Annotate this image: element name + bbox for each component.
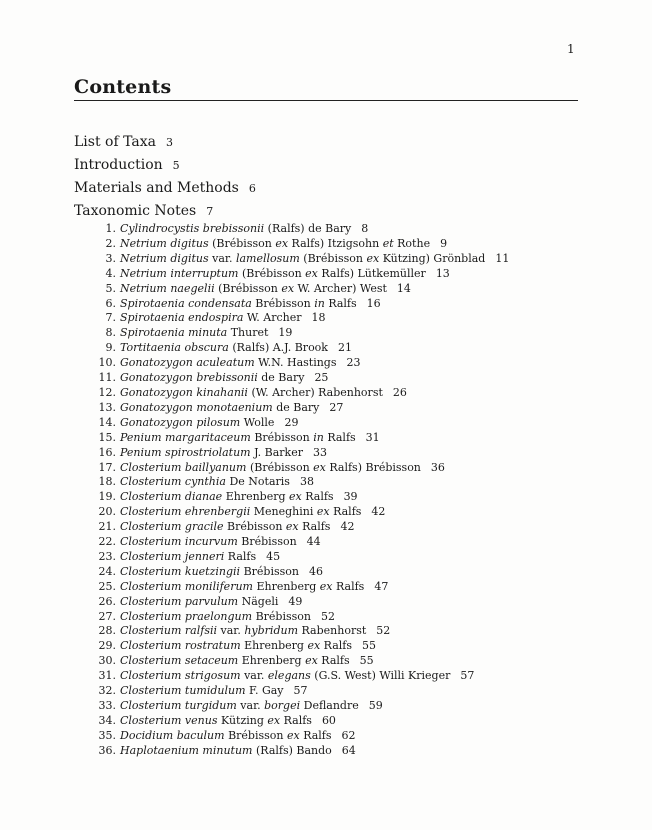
taxon-name xyxy=(120,356,336,371)
taxon-number: 12. xyxy=(98,385,116,399)
taxon-entry[interactable] xyxy=(96,714,509,729)
taxon-name-text: Rothe xyxy=(393,236,431,250)
taxon-number: 29. xyxy=(98,639,116,653)
taxon-entry[interactable] xyxy=(96,311,509,326)
taxon-name-text: de Bary xyxy=(257,371,305,385)
taxon-name xyxy=(120,729,332,744)
taxon-number: 2. xyxy=(105,236,116,250)
taxon-name-italic: Netrium digitus xyxy=(120,251,209,265)
taxon-entry[interactable] xyxy=(96,550,509,565)
taxon-name xyxy=(120,639,352,654)
taxon-number: 33. xyxy=(98,699,116,712)
taxon-name-italic: ex xyxy=(286,728,300,742)
taxon-name-italic: Closterium baillyanum xyxy=(120,460,247,474)
taxon-name-italic: Closterium jenneri xyxy=(120,549,225,563)
taxon-number: 6. xyxy=(105,296,116,310)
taxon-name-text: Ralfs xyxy=(299,728,332,742)
taxon-name xyxy=(120,326,268,341)
taxon-name-italic: ex xyxy=(316,505,330,519)
taxon-name-text: Ralfs xyxy=(329,505,362,519)
taxon-name-italic: ex xyxy=(307,639,321,653)
taxon-number: 14. xyxy=(98,415,116,429)
taxon-name-italic: Docidium baculum xyxy=(120,728,225,742)
taxon-entry[interactable] xyxy=(96,744,509,759)
taxon-entry[interactable] xyxy=(96,595,509,610)
taxon-number: 31. xyxy=(98,669,116,683)
taxon-page: 47 xyxy=(374,579,389,593)
taxon-name-text: Brébisson xyxy=(223,520,286,534)
taxon-name-text: Ehrenberg xyxy=(222,490,290,504)
taxon-page: 55 xyxy=(361,639,376,653)
taxon-name xyxy=(120,282,387,297)
taxon-name-italic: Closterium praelongum xyxy=(120,609,253,623)
taxon-name-text: W. Archer xyxy=(243,311,302,325)
taxon-name-italic: Closterium turgidum xyxy=(120,699,237,712)
taxon-name-text: Ehrenberg xyxy=(252,579,320,593)
taxon-name-text: Wolle xyxy=(240,415,275,429)
taxon-page: 13 xyxy=(435,266,450,280)
toc-entry[interactable] xyxy=(74,200,256,223)
taxon-name-text: Ralfs xyxy=(280,713,312,727)
taxon-number: 20. xyxy=(98,505,116,519)
taxon-entry[interactable] xyxy=(96,535,509,550)
taxon-name-italic: ex xyxy=(305,266,318,280)
taxon-name-text: (Brébisson xyxy=(246,460,314,474)
taxon-name xyxy=(120,654,350,669)
taxon-page: 11 xyxy=(495,251,510,265)
taxon-name-italic: Gonatozygon monotaenium xyxy=(120,400,273,414)
taxon-number: 26. xyxy=(98,594,116,608)
taxon-name-text: De Notaris xyxy=(225,475,290,489)
taxon-name xyxy=(120,684,284,699)
taxon-name-italic: Spirotaenia condensata xyxy=(120,296,252,310)
taxon-name-italic: Gonatozygon aculeatum xyxy=(120,356,255,370)
taxon-entry[interactable] xyxy=(96,624,509,639)
taxon-name xyxy=(120,490,334,505)
taxon-name-text: var. xyxy=(208,251,236,265)
taxon-name-italic: hybridum xyxy=(244,624,299,638)
taxon-name-text: (Ralfs) A.J. Brook xyxy=(228,341,328,355)
taxon-name xyxy=(120,714,312,729)
taxon-page: 46 xyxy=(308,564,323,578)
taxon-name xyxy=(120,580,364,595)
toc-entry-label: Materials and Methods xyxy=(74,180,239,196)
toc-entry[interactable] xyxy=(74,131,256,154)
taxon-name-italic: ex xyxy=(289,490,302,504)
taxon-name-text: (Brébisson xyxy=(214,281,282,295)
taxon-name-italic: Netrium interruptum xyxy=(120,266,239,280)
taxon-entry[interactable] xyxy=(96,490,509,505)
toc-entry-page: 6 xyxy=(248,182,256,195)
taxon-name-text: Ralfs xyxy=(224,549,257,563)
taxon-page: 33 xyxy=(312,445,327,459)
taxon-name-text: Ralfs) Lütkemüller xyxy=(317,266,426,280)
taxon-name-text: Ralfs xyxy=(320,639,352,653)
taxon-page: 18 xyxy=(311,311,326,325)
taxon-page: 42 xyxy=(340,520,355,534)
taxon-name-italic: in xyxy=(314,296,325,310)
taxon-number: 15. xyxy=(98,430,116,444)
taxa-list xyxy=(96,222,509,759)
taxon-name xyxy=(120,505,361,520)
taxon-name-italic: Closterium strigosum xyxy=(120,669,241,683)
taxon-name-text: var. xyxy=(236,699,265,712)
taxon-name-italic: Cylindrocystis brebissonii xyxy=(120,222,265,235)
taxon-name-text: (G.S. West) Willi Krieger xyxy=(310,669,451,683)
taxon-name xyxy=(120,237,430,252)
taxon-entry[interactable] xyxy=(96,610,509,625)
taxon-name xyxy=(120,222,351,237)
taxon-number: 11. xyxy=(98,371,116,385)
taxon-name xyxy=(120,475,290,490)
taxon-entry[interactable] xyxy=(96,356,509,371)
taxon-entry[interactable] xyxy=(96,669,509,684)
taxon-entry[interactable] xyxy=(96,684,509,699)
taxon-name-italic: Closterium setaceum xyxy=(120,654,239,668)
taxon-page: 62 xyxy=(341,728,356,742)
taxon-name xyxy=(120,550,256,565)
taxon-name xyxy=(120,669,450,684)
taxon-page: 55 xyxy=(359,654,374,668)
taxon-number: 4. xyxy=(105,266,116,280)
taxon-name-italic: Penium margaritaceum xyxy=(120,430,251,444)
taxon-name-italic: Closterium dianae xyxy=(120,490,223,504)
taxon-entry[interactable] xyxy=(96,505,509,520)
taxon-entry[interactable] xyxy=(96,565,509,580)
taxon-entry[interactable] xyxy=(96,297,509,312)
taxon-name-italic: Netrium naegelii xyxy=(120,281,215,295)
taxon-number: 10. xyxy=(98,356,116,370)
taxon-number: 17. xyxy=(98,460,116,474)
taxon-entry[interactable] xyxy=(96,654,509,669)
taxon-name-text: (Ralfs) Bando xyxy=(252,743,332,757)
taxon-name xyxy=(120,297,357,312)
taxon-name xyxy=(120,431,356,446)
taxon-name-text: Ehrenberg xyxy=(240,639,308,653)
taxon-page: 42 xyxy=(371,505,386,519)
taxon-page: 29 xyxy=(284,415,299,429)
taxon-name-italic: Gonatozygon brebissonii xyxy=(120,371,258,385)
toc-entry-label: Taxonomic Notes xyxy=(74,203,197,219)
taxon-name-text: (Brébisson xyxy=(238,266,306,280)
taxon-number: 18. xyxy=(98,475,116,489)
taxon-number: 34. xyxy=(98,713,116,727)
taxon-page: 60 xyxy=(321,713,336,727)
taxon-name-text: (Brébisson xyxy=(299,251,367,265)
taxon-entry[interactable] xyxy=(96,475,509,490)
taxon-name-text: var. xyxy=(240,669,268,683)
taxon-name-text: J. Barker xyxy=(250,445,303,459)
taxon-name-text: Ehrenberg xyxy=(238,654,306,668)
taxon-name xyxy=(120,461,421,476)
taxon-number: 8. xyxy=(105,326,116,340)
taxon-name-text: F. Gay xyxy=(245,684,284,698)
taxon-name-italic: Closterium incurvum xyxy=(120,535,238,549)
taxon-entry[interactable] xyxy=(96,222,509,237)
taxon-number: 7. xyxy=(105,311,116,325)
taxon-number: 30. xyxy=(98,654,116,668)
taxon-number: 22. xyxy=(98,535,116,549)
taxon-number: 32. xyxy=(98,684,116,698)
taxon-page: 45 xyxy=(266,549,281,563)
taxon-name xyxy=(120,341,328,356)
taxon-name-italic: Penium spirostriolatum xyxy=(120,445,251,459)
taxon-name-italic: Tortitaenia obscura xyxy=(120,341,229,355)
taxon-name-text: Brébisson xyxy=(251,296,315,310)
taxon-name xyxy=(120,744,332,759)
taxon-page: 31 xyxy=(365,430,380,444)
taxon-page: 38 xyxy=(299,475,314,489)
taxon-name-italic: ex xyxy=(305,654,318,668)
taxon-name-text: (Brébisson xyxy=(208,236,276,250)
taxon-name-text: var. xyxy=(217,624,245,638)
taxon-entry[interactable] xyxy=(96,371,509,386)
taxon-name-text: W. Archer) West xyxy=(294,281,387,295)
taxon-page: 14 xyxy=(396,281,411,295)
taxon-name xyxy=(120,267,426,282)
taxon-name-text: Rabenhorst xyxy=(298,624,367,638)
taxon-page: 16 xyxy=(366,296,381,310)
taxon-name xyxy=(120,416,274,431)
taxon-name xyxy=(120,520,330,535)
taxon-name-text: W.N. Hastings xyxy=(254,356,337,370)
taxon-name-text: Kützing xyxy=(217,713,268,727)
taxon-name-italic: Netrium digitus xyxy=(120,236,209,250)
taxon-page: 52 xyxy=(320,609,335,623)
taxon-page: 25 xyxy=(314,371,329,385)
taxon-number: 21. xyxy=(98,520,116,534)
taxon-name xyxy=(120,610,311,625)
taxon-name-text: Ralfs xyxy=(332,579,365,593)
taxon-number: 24. xyxy=(98,564,116,578)
taxon-number: 27. xyxy=(98,609,116,623)
taxon-number: 28. xyxy=(98,624,116,638)
taxon-name-text: Ralfs) Itzigsohn xyxy=(288,236,383,250)
taxon-name-italic: Closterium parvulum xyxy=(120,594,239,608)
taxon-name xyxy=(120,535,297,550)
taxon-name-italic: Closterium kuetzingii xyxy=(120,564,241,578)
taxon-number: 1. xyxy=(105,222,116,235)
taxon-page: 21 xyxy=(337,341,352,355)
taxon-page: 52 xyxy=(376,624,391,638)
taxon-number: 35. xyxy=(98,728,116,742)
taxon-name-italic: Closterium cynthia xyxy=(120,475,226,489)
taxon-name xyxy=(120,699,359,714)
taxon-entry[interactable] xyxy=(96,237,509,252)
taxon-number: 3. xyxy=(105,251,116,265)
toc-entry-label: List of Taxa xyxy=(74,134,156,150)
taxon-name-italic: ex xyxy=(319,579,333,593)
taxon-name-text: Meneghini xyxy=(250,505,317,519)
taxon-entry[interactable] xyxy=(96,252,509,267)
taxon-name-italic: Spirotaenia endospira xyxy=(120,311,244,325)
taxon-page: 27 xyxy=(329,400,344,414)
taxon-name-italic: Closterium ehrenbergii xyxy=(120,505,251,519)
taxon-page: 57 xyxy=(293,684,308,698)
taxon-entry[interactable] xyxy=(96,401,509,416)
taxon-name-text: Ralfs) Brébisson xyxy=(325,460,421,474)
taxon-name-text: de Bary xyxy=(272,400,320,414)
taxon-name-italic: in xyxy=(313,430,324,444)
taxon-number: 36. xyxy=(98,743,116,757)
taxon-name xyxy=(120,624,366,639)
taxon-entry[interactable] xyxy=(96,580,509,595)
taxon-name-italic: lamellosum xyxy=(235,251,300,265)
taxon-number: 16. xyxy=(98,445,116,459)
taxon-entry[interactable] xyxy=(96,520,509,535)
taxon-entry[interactable] xyxy=(96,431,509,446)
taxon-name-text: Ralfs xyxy=(298,520,331,534)
toc-entry-page: 3 xyxy=(165,136,173,149)
taxon-name-italic: Closterium moniliferum xyxy=(120,579,253,593)
taxon-entry[interactable] xyxy=(96,341,509,356)
taxon-name-text: Kützing) Grönblad xyxy=(379,251,486,265)
taxon-name-italic: Closterium gracile xyxy=(120,520,224,534)
taxon-page: 9 xyxy=(440,236,448,250)
taxon-entry[interactable] xyxy=(96,416,509,431)
taxon-name xyxy=(120,386,383,401)
taxon-entry[interactable] xyxy=(96,386,509,401)
taxon-name-text: Ralfs xyxy=(301,490,334,504)
taxon-page: 23 xyxy=(346,356,361,370)
taxon-name-italic: ex xyxy=(281,281,295,295)
taxon-name-text: Brébisson xyxy=(224,728,287,742)
taxon-page: 36 xyxy=(430,460,445,474)
taxon-page: 57 xyxy=(460,669,475,683)
taxon-page: 19 xyxy=(278,326,293,340)
taxon-number: 13. xyxy=(98,400,116,414)
page-title: Contents xyxy=(74,76,172,98)
taxon-number: 23. xyxy=(98,549,116,563)
taxon-name-text: Deflandre xyxy=(300,699,359,712)
taxon-name xyxy=(120,446,303,461)
taxon-page: 49 xyxy=(288,594,303,608)
taxon-name-italic: ex xyxy=(275,236,289,250)
taxon-name-italic: borgei xyxy=(264,699,301,712)
taxon-page: 8 xyxy=(361,222,369,235)
taxon-name-text: Ralfs xyxy=(324,296,357,310)
taxon-name-italic: Haplotaenium minutum xyxy=(120,743,253,757)
taxon-number: 19. xyxy=(98,490,116,504)
taxon-name-text: Brébisson xyxy=(237,535,297,549)
taxon-name-italic: Closterium ralfsii xyxy=(120,624,218,638)
toc-entry-page: 5 xyxy=(172,159,180,172)
taxon-name xyxy=(120,311,302,326)
taxon-name-italic: et xyxy=(382,236,394,250)
taxon-entry[interactable] xyxy=(96,282,509,297)
taxon-name-italic: Closterium tumidulum xyxy=(120,684,246,698)
taxon-entry[interactable] xyxy=(96,699,509,714)
taxon-name xyxy=(120,252,485,267)
taxon-name-italic: Closterium venus xyxy=(120,713,218,727)
toc-entry-label: Introduction xyxy=(74,157,163,173)
taxon-name-text: Thuret xyxy=(227,326,269,340)
taxon-name xyxy=(120,371,304,386)
taxon-name-text: Brébisson xyxy=(250,430,314,444)
taxon-page: 44 xyxy=(306,535,321,549)
taxon-name-italic: Gonatozygon pilosum xyxy=(120,415,241,429)
taxon-name-italic: ex xyxy=(285,520,299,534)
taxon-entry[interactable] xyxy=(96,461,509,476)
taxon-name-text: Ralfs xyxy=(323,430,356,444)
taxon-entry[interactable] xyxy=(96,446,509,461)
toc-entry[interactable] xyxy=(74,177,256,200)
page-number: 1 xyxy=(567,42,575,56)
main-contents-list xyxy=(74,131,256,223)
taxon-name-text: Ralfs xyxy=(317,654,350,668)
taxon-name xyxy=(120,401,319,416)
taxon-name-text: Nägeli xyxy=(238,594,279,608)
taxon-name xyxy=(120,595,278,610)
taxon-page: 39 xyxy=(343,490,358,504)
taxon-name-italic: ex xyxy=(313,460,326,474)
taxon-name-text: Brébisson xyxy=(252,609,311,623)
taxon-page: 59 xyxy=(368,699,383,712)
heading-rule xyxy=(74,100,578,101)
taxon-entry[interactable] xyxy=(96,729,509,744)
taxon-name-italic: ex xyxy=(267,713,281,727)
taxon-name-text: (Ralfs) de Bary xyxy=(264,222,352,235)
toc-entry[interactable] xyxy=(74,154,256,177)
taxon-name-italic: Closterium rostratum xyxy=(120,639,241,653)
taxon-number: 9. xyxy=(105,341,116,355)
taxon-name xyxy=(120,565,299,580)
taxon-name-italic: Gonatozygon kinahanii xyxy=(120,385,248,399)
taxon-number: 5. xyxy=(105,281,116,295)
taxon-number: 25. xyxy=(98,579,116,593)
taxon-page: 26 xyxy=(392,385,407,399)
toc-entry-page: 7 xyxy=(206,205,214,218)
taxon-name-italic: Spirotaenia minuta xyxy=(120,326,228,340)
taxon-entry[interactable] xyxy=(96,326,509,341)
taxon-entry[interactable] xyxy=(96,267,509,282)
taxon-page: 64 xyxy=(341,743,356,757)
taxon-name-text: Brébisson xyxy=(240,564,299,578)
taxon-name-text: (W. Archer) Rabenhorst xyxy=(247,385,383,399)
taxon-name-italic: ex xyxy=(366,251,380,265)
taxon-name-italic: elegans xyxy=(267,669,311,683)
taxon-entry[interactable] xyxy=(96,639,509,654)
